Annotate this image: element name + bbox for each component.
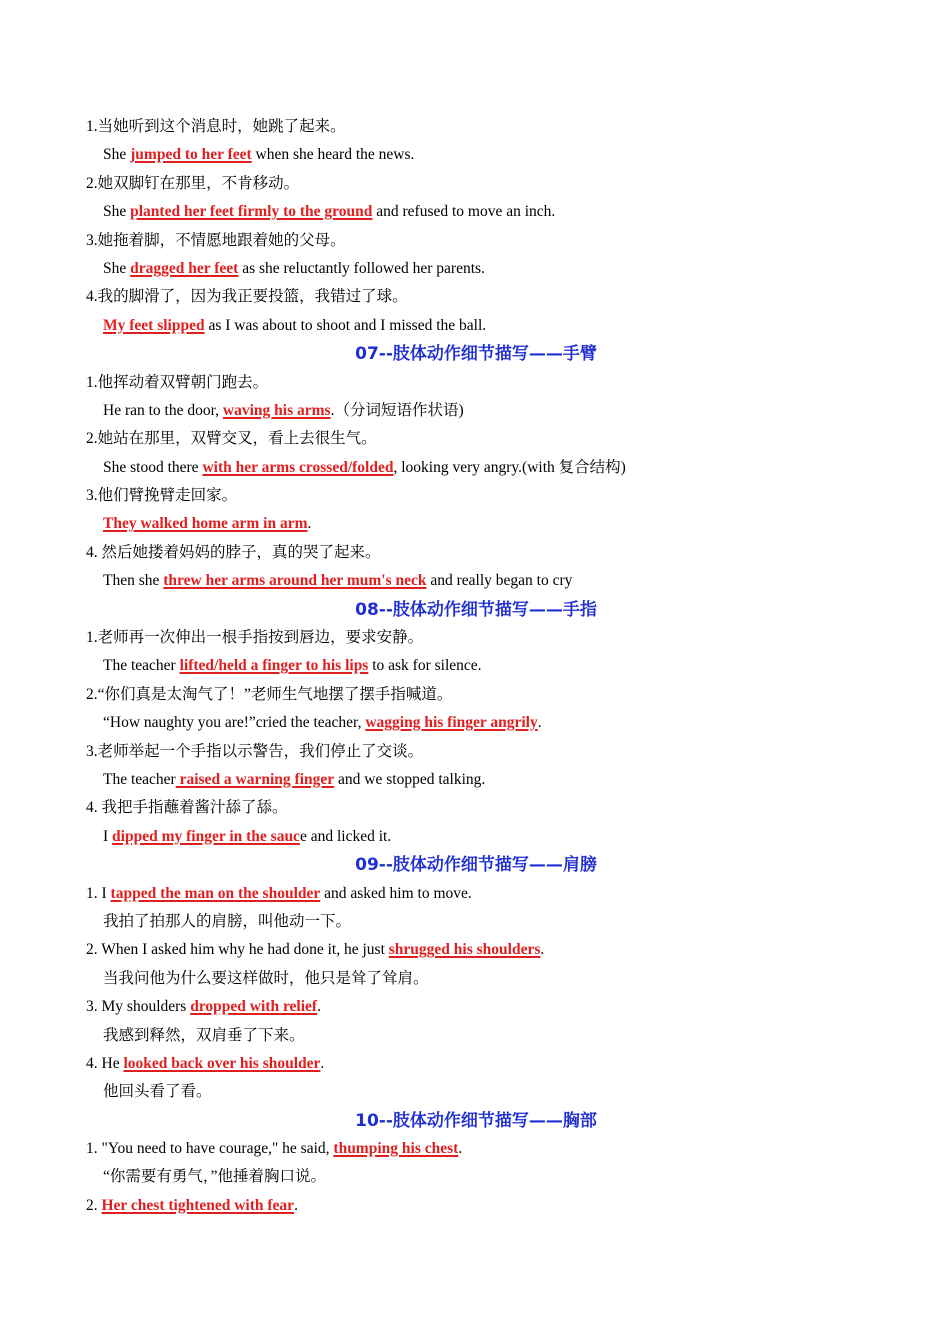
highlighted-phrase: planted her feet firmly to the ground bbox=[130, 203, 373, 221]
text-segment: and refused to move an inch. bbox=[372, 203, 556, 221]
text-segment: 1.老师再一次伸出一根手指按到唇边，要求安静。 bbox=[86, 629, 424, 647]
text-segment: 3. My shoulders bbox=[86, 998, 191, 1016]
text-segment: The teacher bbox=[103, 657, 180, 675]
section-heading: 07--肢体动作细节描写——手臂 bbox=[355, 344, 597, 365]
example-sentence bbox=[86, 908, 886, 936]
text-segment: 4. He bbox=[86, 1054, 124, 1072]
text-segment: 1.当她听到这个消息时，她跳了起来。 bbox=[86, 118, 346, 135]
text-segment: .（分词短语作状语) bbox=[330, 401, 464, 419]
text-segment: She bbox=[103, 146, 131, 164]
text-segment: 4. 我把手指蘸着酱汁舔了舔。 bbox=[86, 799, 288, 817]
highlighted-phrase: dragged her feet bbox=[130, 259, 239, 277]
text-segment: and we stopped talking. bbox=[334, 770, 486, 788]
section-heading: 10--肢体动作细节描写——胸部 bbox=[355, 1110, 597, 1131]
example-sentence bbox=[86, 1078, 886, 1106]
highlighted-phrase: with her arms crossed/folded bbox=[202, 458, 394, 476]
text-segment: 2.她双脚钉在那里，不肯移动。 bbox=[86, 174, 300, 192]
example-prompt bbox=[86, 993, 886, 1021]
text-segment: He ran to the door, bbox=[103, 401, 223, 419]
text-segment: 他回头看了看。 bbox=[103, 1083, 212, 1101]
text-segment: 我感到释然，双肩垂了下来。 bbox=[103, 1026, 305, 1044]
text-segment: . bbox=[458, 1140, 463, 1158]
example-sentence bbox=[86, 1022, 886, 1050]
example-prompt bbox=[86, 1135, 886, 1163]
highlighted-phrase: threw her arms around her mum's neck bbox=[163, 572, 427, 590]
text-segment: 4. 然后她搂着妈妈的脖子，真的哭了起来。 bbox=[86, 543, 381, 561]
example-prompt bbox=[86, 113, 886, 141]
highlighted-phrase: wagging his finger angrily bbox=[365, 714, 538, 732]
example-sentence bbox=[86, 567, 886, 595]
text-segment: 1. I bbox=[86, 884, 111, 902]
text-segment: . bbox=[540, 941, 545, 959]
example-prompt bbox=[86, 1050, 886, 1078]
example-prompt bbox=[86, 880, 886, 908]
text-segment: 3.她拖着脚，不情愿地跟着她的父母。 bbox=[86, 231, 346, 249]
example-prompt bbox=[86, 1192, 886, 1220]
text-segment: when she heard the news. bbox=[251, 146, 415, 164]
highlighted-phrase: They walked home arm in arm bbox=[103, 515, 308, 533]
example-sentence bbox=[86, 709, 886, 737]
example-prompt bbox=[86, 425, 886, 453]
example-prompt bbox=[86, 624, 886, 652]
example-prompt bbox=[86, 794, 886, 822]
text-segment: She stood there bbox=[103, 458, 203, 476]
highlighted-phrase: dropped with relief bbox=[190, 998, 318, 1016]
text-segment: 2. When I asked him why he had done it, he just bbox=[86, 941, 389, 959]
example-prompt bbox=[86, 369, 886, 397]
highlighted-phrase: lifted/held a finger to his lips bbox=[179, 657, 369, 675]
highlighted-phrase: waving his arms bbox=[222, 401, 331, 419]
section-heading: 09--肢体动作细节描写——肩膀 bbox=[355, 855, 597, 876]
highlighted-phrase: shrugged his shoulders bbox=[388, 941, 541, 959]
highlighted-phrase: Her chest tightened with fear bbox=[101, 1196, 295, 1214]
text-segment: , looking very angry.(with 复合结构) bbox=[393, 458, 626, 476]
highlighted-phrase: thumping his chest bbox=[333, 1140, 459, 1158]
example-sentence bbox=[86, 397, 886, 425]
text-segment: . bbox=[317, 998, 321, 1016]
text-segment: as she reluctantly followed her parents. bbox=[238, 259, 485, 277]
example-prompt bbox=[86, 227, 886, 255]
highlighted-phrase: My feet slipped bbox=[103, 316, 205, 334]
text-segment: “你需要有勇气，”他捶着胸口说。 bbox=[103, 1168, 327, 1186]
highlighted-phrase: raised a warning finger bbox=[175, 770, 335, 788]
text-segment: 3.老师举起一个手指以示警告，我们停止了交谈。 bbox=[86, 742, 424, 760]
text-segment: The teacher bbox=[103, 770, 176, 788]
text-segment: “How naughty you are!”cried the teacher, bbox=[103, 714, 366, 732]
example-sentence bbox=[86, 198, 886, 226]
text-segment: to ask for silence. bbox=[368, 657, 482, 675]
example-sentence bbox=[86, 652, 886, 680]
text-segment: 1. "You need to have courage," he said, bbox=[86, 1140, 334, 1158]
example-prompt bbox=[86, 738, 886, 766]
example-sentence bbox=[86, 823, 886, 851]
example-sentence bbox=[86, 454, 886, 482]
highlighted-phrase: jumped to her feet bbox=[130, 146, 252, 164]
text-segment: Then she bbox=[103, 572, 164, 590]
example-prompt bbox=[86, 936, 886, 964]
example-prompt bbox=[86, 482, 886, 510]
example-sentence bbox=[86, 510, 886, 538]
highlighted-phrase: tapped the man on the shoulder bbox=[110, 884, 321, 902]
highlighted-phrase: dipped my finger in the sauc bbox=[112, 827, 300, 845]
text-segment: 2.她站在那里，双臂交叉，看上去很生气。 bbox=[86, 430, 377, 448]
text-segment: She bbox=[103, 203, 131, 221]
text-segment: I bbox=[103, 827, 113, 845]
text-segment: e and licked it. bbox=[299, 827, 392, 845]
example-prompt bbox=[86, 681, 886, 709]
text-segment: She bbox=[103, 259, 131, 277]
example-prompt bbox=[86, 539, 886, 567]
text-segment: 3.他们臂挽臂走回家。 bbox=[86, 487, 238, 505]
text-segment: 当我问他为什么要这样做时，他只是耸了耸肩。 bbox=[103, 969, 429, 987]
document-content bbox=[86, 113, 886, 1220]
section-heading: 08--肢体动作细节描写——手指 bbox=[355, 599, 597, 620]
example-sentence bbox=[86, 255, 886, 283]
text-segment: as I was about to shoot and I missed the ball. bbox=[204, 316, 487, 334]
highlighted-phrase: looked back over his shoulder bbox=[123, 1054, 321, 1072]
example-prompt bbox=[86, 283, 886, 311]
text-segment: 4.我的脚滑了，因为我正要投篮，我错过了球。 bbox=[86, 288, 408, 306]
example-sentence bbox=[86, 312, 886, 340]
text-segment: and really began to cry bbox=[426, 572, 573, 590]
text-segment: 1.他挥动着双臂朝门跑去。 bbox=[86, 373, 269, 391]
text-segment: . bbox=[307, 515, 312, 533]
text-segment: 2. bbox=[86, 1196, 102, 1214]
text-segment: 2.“你们真是太淘气了！”老师生气地摆了摆手指喊道。 bbox=[86, 685, 453, 703]
example-sentence bbox=[86, 965, 886, 993]
text-segment: . bbox=[537, 714, 542, 732]
text-segment: 我拍了拍那人的肩膀，叫他动一下。 bbox=[103, 912, 352, 930]
example-prompt bbox=[86, 170, 886, 198]
text-segment: and asked him to move. bbox=[320, 884, 472, 902]
example-sentence bbox=[86, 766, 886, 794]
example-sentence bbox=[86, 1163, 886, 1191]
example-sentence bbox=[86, 141, 886, 169]
text-segment: . bbox=[320, 1054, 325, 1072]
text-segment: . bbox=[294, 1196, 298, 1214]
